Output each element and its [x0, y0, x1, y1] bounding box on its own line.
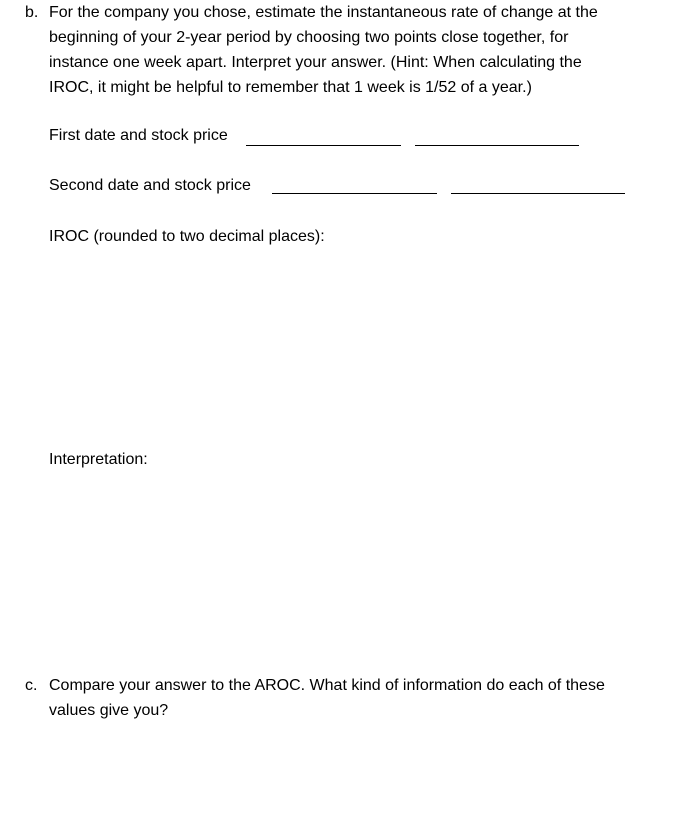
part-c-marker: c.: [25, 677, 38, 694]
second-date-label: Second date and stock price: [49, 177, 251, 194]
part-b-question: [49, 0, 669, 100]
part-c-line-2: values give you?: [49, 702, 169, 719]
second-date-blank[interactable]: [272, 193, 437, 194]
second-price-blank[interactable]: [451, 193, 625, 194]
part-b-line-3: instance one week apart. Interpret your answer. (Hint: When calculating the: [49, 54, 582, 71]
part-b-line-1: For the company you chose, estimate the instantaneous rate of change at the: [49, 4, 598, 21]
part-c-line-1: Compare your answer to the AROC. What kind of information do each of these: [49, 677, 605, 694]
part-b-line-4: IROC, it might be helpful to remember that 1 week is 1/52 of a year.): [49, 79, 532, 96]
first-price-blank[interactable]: [415, 145, 579, 146]
first-date-blank[interactable]: [246, 145, 401, 146]
first-date-label: First date and stock price: [49, 127, 228, 144]
interpretation-label: Interpretation:: [49, 451, 148, 468]
part-c-question: [49, 673, 669, 723]
iroc-label: IROC (rounded to two decimal places):: [49, 228, 325, 245]
part-b-line-2: beginning of your 2-year period by choosing two points close together, for: [49, 29, 569, 46]
part-b-marker: b.: [25, 4, 39, 21]
